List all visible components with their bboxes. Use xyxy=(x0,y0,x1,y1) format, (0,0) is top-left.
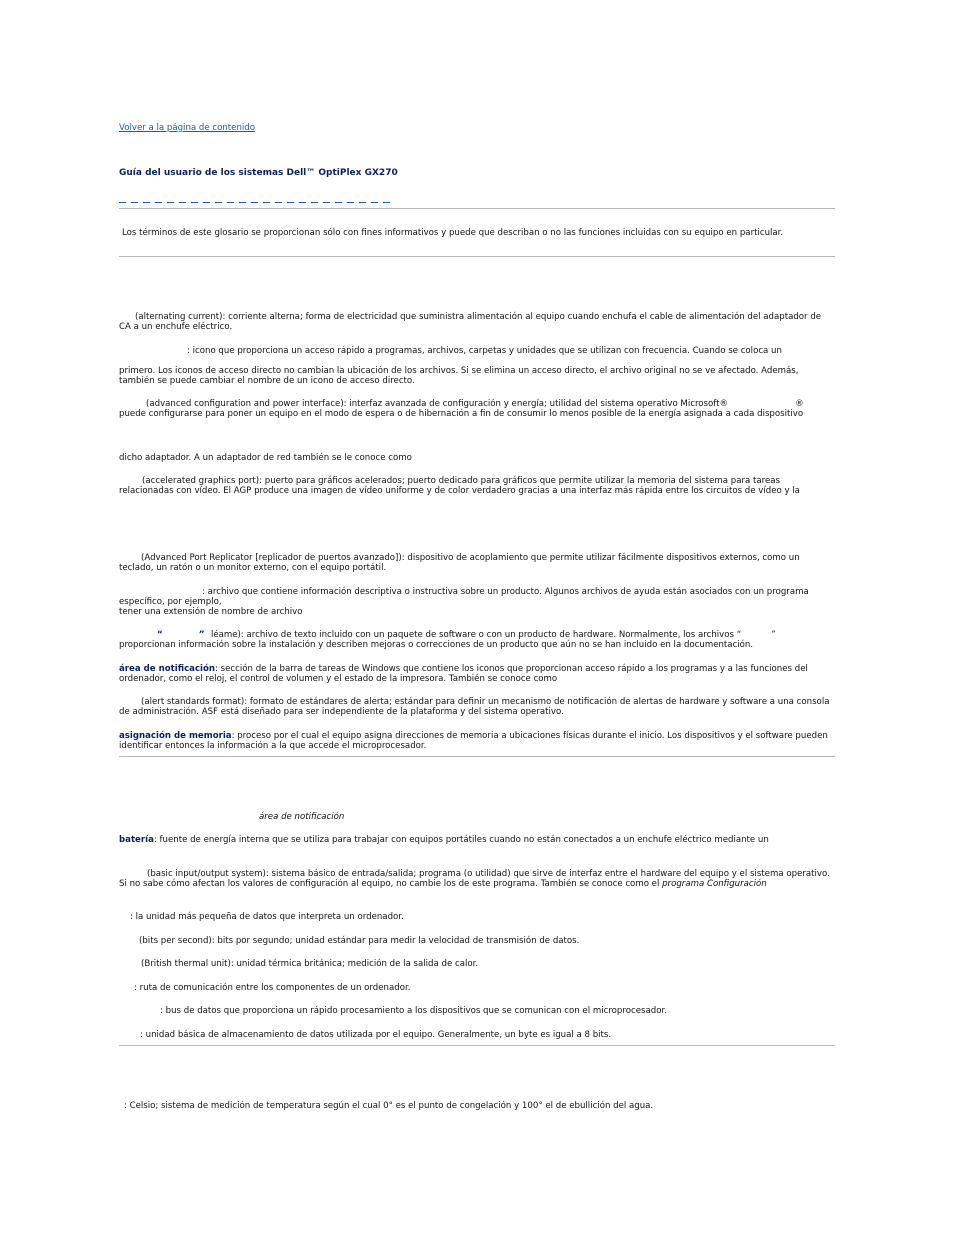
entry-btu: (British thermal unit): unidad térmica británica; medición de la salida de calor. xyxy=(141,959,479,969)
divider xyxy=(119,756,835,757)
entry-bit: : la unidad más pequeña de datos que interpreta un ordenador. xyxy=(130,912,404,922)
letter-link[interactable] xyxy=(347,194,354,203)
divider xyxy=(119,256,835,257)
letter-link[interactable] xyxy=(227,194,234,203)
entry-readme: “ ” léame): archivo de texto incluido con un paquete de software o con un producto de hardware. Normalmente, los archivos “ ” proporcionan información sobre la instalación y describen mejoras o correcciones de un producto que aún no se han incluido en la documentación. xyxy=(119,630,776,650)
letter-link[interactable] xyxy=(287,194,294,203)
entry-battery: batería: fuente de energía interna que se utiliza para trabajar con equipos portátiles cuando no están conectados a un enchufe eléctrico mediante un xyxy=(119,835,769,845)
entry-shortcut: : icono que proporciona un acceso rápido a programas, archivos, carpetas y unidades que se utilizan con frecuencia. Cuando se coloca un xyxy=(187,346,782,356)
entry-notification-area: área de notificación: sección de la barra de tareas de Windows que contiene los iconos que proporcionan acceso rápido a los programas y a las funciones del ordenador, como el reloj, el control de volumen y el estado de la impresora. También se conoce como xyxy=(119,664,808,684)
entry-bus: : ruta de comunicación entre los componentes de un ordenador. xyxy=(134,983,411,993)
letter-link[interactable] xyxy=(119,194,126,203)
entry-bios: (basic input/output system): sistema básico de entrada/salida; programa (o utilidad) que sirve de interfaz entre el hardware del equipo y el sistema operativo. Si no sabe cómo afectan los valores de configuración al equipo, no cambie los de este programa. También se conoce como el programa Configuración xyxy=(119,869,830,889)
entry-adapter: dicho adaptador. A un adaptador de red también se le conoce como xyxy=(119,453,412,463)
page-title: Guía del usuario de los sistemas Dell™ OptiPlex GX270 xyxy=(119,168,398,178)
back-to-contents-link[interactable]: Volver a la página de contenido xyxy=(119,123,255,133)
divider xyxy=(119,208,835,209)
entry-help: : archivo que contiene información descriptiva o instructiva sobre un producto. Algunos archivos de ayuda están asociados con un programa específico, por ejemplo, xyxy=(119,587,809,607)
letter-link[interactable] xyxy=(191,194,198,203)
letter-link[interactable] xyxy=(311,194,318,203)
letter-link[interactable] xyxy=(383,194,390,203)
entry-asf: (alert standards format): formato de estándares de alerta; estándar para definir un mecanismo de notificación de alertas de hardware y software a una consola de administración. ASF está diseñado para ser independiente de la plataforma y del sistema operativo. xyxy=(119,697,830,717)
letter-link[interactable] xyxy=(323,194,330,203)
entry-shortcut-cont: primero. Los iconos de acceso directo no cambian la ubicación de los archivos. Si se elimina un acceso directo, el archivo original no se ve afectado. Además, también se puede cambiar el nombre de un icono de acceso directo. xyxy=(119,366,799,386)
entry-celsius: : Celsio; sistema de medición de temperatura según el cual 0° es el punto de congelación y 100° el de ebullición del agua. xyxy=(124,1101,654,1111)
entry-memory-mapping: asignación de memoria: proceso por el cual el equipo asigna direcciones de memoria a ubicaciones físicas durante el inicio. Los dispositivos y el software pueden identificar entonces la información a la que accede el microprocesador. xyxy=(119,731,828,751)
letter-link[interactable] xyxy=(131,194,138,203)
letter-link[interactable] xyxy=(371,194,378,203)
letter-link[interactable] xyxy=(203,194,210,203)
letter-link[interactable] xyxy=(155,194,162,203)
entry-apr: (Advanced Port Replicator [replicador de puertos avanzado]): dispositivo de acoplamiento que permite utilizar fácilmente dispositivos externos, como un teclado, un ratón o un monitor externo, con el equipo portátil. xyxy=(119,553,800,573)
letter-link[interactable] xyxy=(179,194,186,203)
letter-link[interactable] xyxy=(359,194,366,203)
entry-local-bus: : bus de datos que proporciona un rápido procesamiento a los dispositivos que se comunican con el microprocesador. xyxy=(160,1006,667,1016)
letter-link[interactable] xyxy=(299,194,306,203)
entry-agp: (accelerated graphics port): puerto para gráficos acelerados; puerto dedicado para gráficos que permite utilizar la memoria del sistema para tareas relacionadas con vídeo. El AGP produce una imagen de vídeo uniforme y de color verdadero gracias a una interfaz más rápida entre los circuitos de vídeo y la xyxy=(119,476,800,496)
letter-link[interactable] xyxy=(143,194,150,203)
letter-link[interactable] xyxy=(239,194,246,203)
entry-byte: : unidad básica de almacenamiento de datos utilizada por el equipo. Generalmente, un byte es igual a 8 bits. xyxy=(140,1030,612,1040)
intro-text: Los términos de este glosario se proporcionan sólo con fines informativos y puede que describan o no las funciones incluidas con su equipo en particular. xyxy=(122,228,784,238)
entry-help-cont: tener una extensión de nombre de archivo xyxy=(119,607,303,617)
entry-ac: (alternating current): corriente alterna; forma de electricidad que suministra alimentación al equipo cuando enchufa el cable de alimentación del adaptador de CA a un enchufe eléctrico. xyxy=(119,312,822,332)
letter-link[interactable] xyxy=(335,194,342,203)
letter-link[interactable] xyxy=(275,194,282,203)
entry-bps: (bits per second): bits por segundo; unidad estándar para medir la velocidad de transmisión de datos. xyxy=(139,936,580,946)
letter-link[interactable] xyxy=(263,194,270,203)
alphabet-index xyxy=(119,194,390,203)
entry-acpi: (advanced configuration and power interface): interfaz avanzada de configuración y energía; utilidad del sistema operativo Microsoft® ® xyxy=(146,399,804,409)
b-section-reference: área de notificación xyxy=(259,812,345,822)
divider xyxy=(119,1045,835,1046)
entry-acpi-cont: puede configurarse para poner un equipo en el modo de espera o de hibernación a fin de consumir lo menos posible de la energía asignada a cada dispositivo xyxy=(119,409,804,419)
letter-link[interactable] xyxy=(167,194,174,203)
letter-link[interactable] xyxy=(251,194,258,203)
letter-link[interactable] xyxy=(215,194,222,203)
